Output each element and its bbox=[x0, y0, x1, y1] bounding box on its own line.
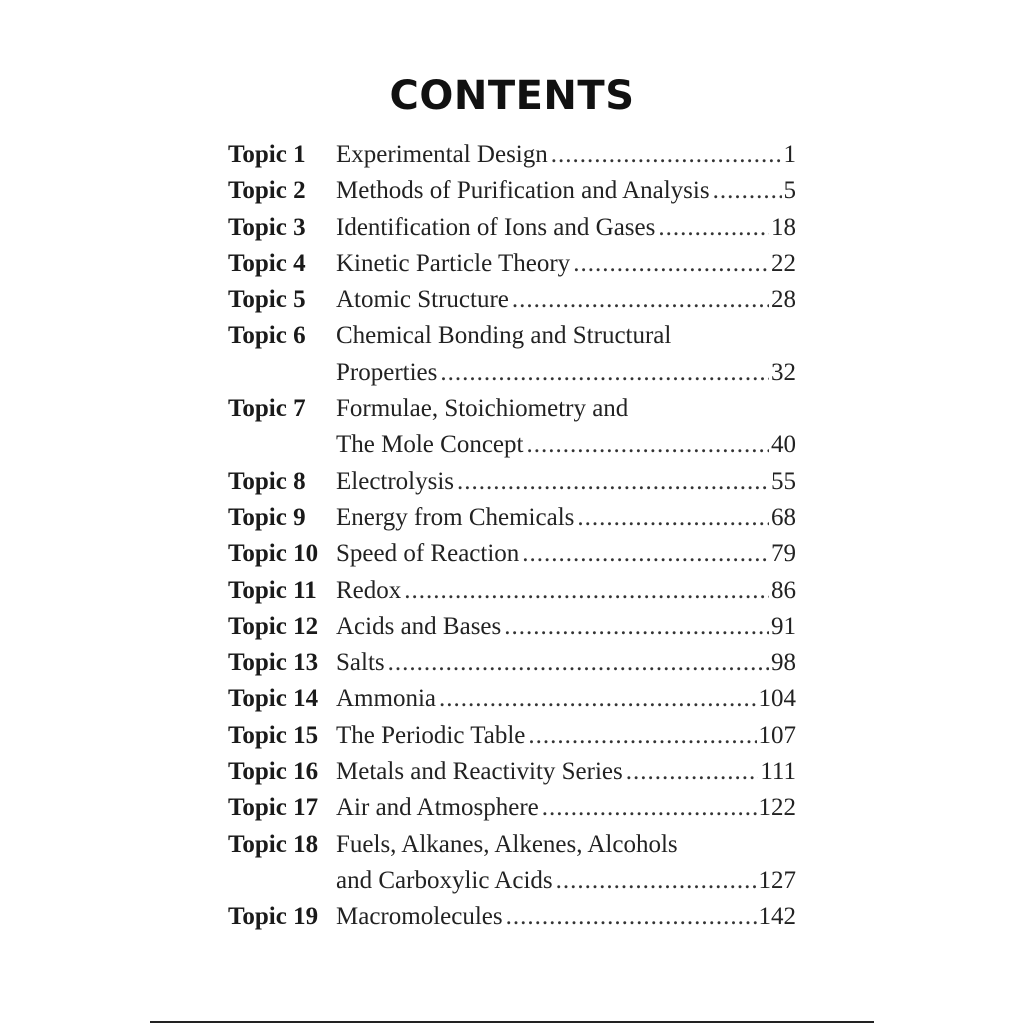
topic-title: Air and Atmosphere bbox=[336, 794, 539, 822]
topic-title: Metals and Reactivity Series bbox=[336, 758, 623, 786]
topic-title: Electrolysis bbox=[336, 467, 455, 495]
page-number: 32 bbox=[771, 358, 796, 386]
topic-label: Topic 12 bbox=[228, 612, 319, 640]
toc-entry bbox=[228, 645, 796, 681]
toc-entry bbox=[228, 827, 796, 863]
topic-label: Topic 6 bbox=[228, 322, 306, 350]
page-number: 5 bbox=[783, 177, 796, 205]
topic-title: Properties bbox=[336, 358, 438, 386]
toc-entry bbox=[228, 899, 796, 935]
topic-title: Energy from Chemicals bbox=[336, 503, 575, 531]
page-number: 142 bbox=[758, 903, 796, 931]
topic-title: The Periodic Table bbox=[336, 721, 526, 749]
page-number: 68 bbox=[771, 503, 796, 531]
dot-leader bbox=[542, 790, 757, 826]
topic-label: Topic 17 bbox=[228, 794, 319, 822]
page-number: 98 bbox=[771, 649, 796, 677]
topic-title: Redox bbox=[336, 576, 402, 604]
toc-entry bbox=[228, 718, 796, 754]
page-number: 86 bbox=[771, 576, 796, 604]
toc-entry-continuation bbox=[228, 427, 796, 463]
topic-title: Experimental Design bbox=[336, 141, 548, 168]
toc-entry bbox=[228, 536, 796, 572]
page-number: 79 bbox=[771, 540, 796, 568]
topic-title: Salts bbox=[336, 649, 385, 677]
dot-leader bbox=[626, 754, 759, 790]
page-number: 111 bbox=[760, 758, 796, 786]
table-of-contents bbox=[228, 137, 796, 936]
topic-title: Identification of Ions and Gases bbox=[336, 213, 656, 241]
toc-entry bbox=[228, 173, 796, 209]
dot-leader bbox=[404, 573, 769, 609]
toc-entry bbox=[228, 790, 796, 826]
page-number: 122 bbox=[758, 794, 796, 822]
page-number: 127 bbox=[758, 866, 796, 894]
topic-title: Chemical Bonding and Structural bbox=[336, 322, 672, 350]
topic-title: and Carboxylic Acids bbox=[336, 866, 553, 894]
topic-title: The Mole Concept bbox=[336, 431, 524, 459]
topic-label: Topic 7 bbox=[228, 395, 306, 423]
dot-leader bbox=[440, 355, 769, 391]
topic-title: Methods of Purification and Analysis bbox=[336, 177, 710, 205]
toc-entry bbox=[228, 464, 796, 500]
dot-leader bbox=[573, 246, 769, 282]
topic-label: Topic 13 bbox=[228, 649, 319, 677]
page-number: 1 bbox=[783, 141, 796, 168]
dot-leader bbox=[506, 899, 757, 935]
dot-leader bbox=[504, 609, 769, 645]
topic-label: Topic 8 bbox=[228, 467, 306, 495]
topic-label: Topic 2 bbox=[228, 177, 306, 205]
page-number: 28 bbox=[771, 286, 796, 314]
topic-title: Atomic Structure bbox=[336, 286, 509, 314]
toc-entry bbox=[228, 210, 796, 246]
topic-label: Topic 1 bbox=[228, 141, 306, 168]
toc-entry bbox=[228, 318, 796, 354]
toc-entry bbox=[228, 573, 796, 609]
dot-leader bbox=[556, 863, 757, 899]
topic-label: Topic 15 bbox=[228, 721, 319, 749]
topic-title: Fuels, Alkanes, Alkenes, Alcohols bbox=[336, 830, 678, 858]
page-number: 107 bbox=[758, 721, 796, 749]
toc-entry bbox=[228, 391, 796, 427]
toc-entry bbox=[228, 246, 796, 282]
dot-leader bbox=[577, 500, 769, 536]
toc-entry-continuation bbox=[228, 355, 796, 391]
toc-entry bbox=[228, 282, 796, 318]
topic-title: Ammonia bbox=[336, 685, 436, 713]
dot-leader bbox=[388, 645, 769, 681]
dot-leader bbox=[528, 718, 756, 754]
page-number: 40 bbox=[771, 431, 796, 459]
bottom-rule bbox=[150, 1021, 874, 1023]
dot-leader bbox=[551, 137, 782, 173]
topic-title: Macromolecules bbox=[336, 903, 503, 931]
topic-label: Topic 9 bbox=[228, 503, 306, 531]
page-number: 55 bbox=[771, 467, 796, 495]
topic-label: Topic 14 bbox=[228, 685, 319, 713]
topic-label: Topic 5 bbox=[228, 286, 306, 314]
topic-label: Topic 16 bbox=[228, 758, 319, 786]
toc-entry bbox=[228, 137, 796, 173]
page-title: CONTENTS bbox=[389, 73, 635, 119]
toc-entry bbox=[228, 754, 796, 790]
topic-label: Topic 4 bbox=[228, 249, 306, 277]
topic-title: Acids and Bases bbox=[336, 612, 502, 640]
page-number: 22 bbox=[771, 249, 796, 277]
page-number: 18 bbox=[771, 213, 796, 241]
topic-title: Formulae, Stoichiometry and bbox=[336, 395, 629, 423]
topic-label: Topic 18 bbox=[228, 830, 319, 858]
topic-label: Topic 3 bbox=[228, 213, 306, 241]
dot-leader bbox=[522, 536, 769, 572]
dot-leader bbox=[439, 681, 757, 717]
dot-leader bbox=[658, 210, 769, 246]
dot-leader bbox=[512, 282, 769, 318]
toc-entry bbox=[228, 609, 796, 645]
topic-title: Kinetic Particle Theory bbox=[336, 249, 571, 277]
dot-leader bbox=[457, 464, 769, 500]
topic-title: Speed of Reaction bbox=[336, 540, 520, 568]
page-number: 104 bbox=[758, 685, 796, 713]
page-number: 91 bbox=[771, 612, 796, 640]
dot-leader bbox=[526, 427, 769, 463]
topic-label: Topic 11 bbox=[228, 576, 317, 604]
toc-entry bbox=[228, 681, 796, 717]
dot-leader bbox=[713, 173, 782, 209]
topic-label: Topic 10 bbox=[228, 540, 319, 568]
topic-label: Topic 19 bbox=[228, 903, 319, 931]
toc-entry bbox=[228, 500, 796, 536]
toc-entry-continuation bbox=[228, 863, 796, 899]
